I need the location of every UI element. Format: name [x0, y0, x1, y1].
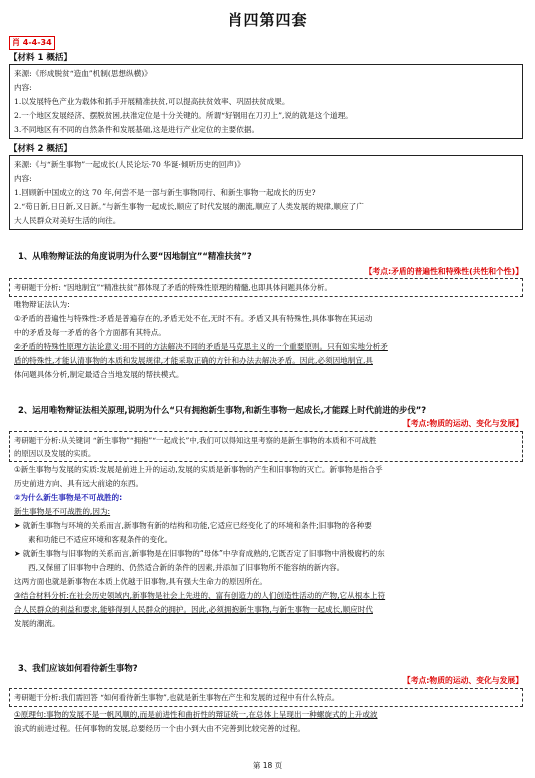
analysis-3 [9, 688, 523, 707]
page-title: 肖四第四套 [227, 11, 308, 29]
kaodian-2: 【考点:物质的运动、变化与发展】 [402, 419, 523, 428]
answer-line: 西,又保留了旧事物中合理的、仍然适合新的条件的因素,并添加了旧事物所不能容纳的新内容。 [28, 563, 345, 572]
answer-1 [14, 298, 522, 382]
answer-line: 这两方面也就是新事物在本质上优越于旧事物,具有强大生命力的原因所在。 [14, 577, 268, 586]
material1-box [9, 64, 523, 139]
answer-line: ➤ 就新生事物与环境的关系而言,新事物有新的结构和功能,它适应已经变化了的环境和条件;旧事物的各种要 [14, 521, 372, 530]
answer-line: 浪式的前进过程。任何事物的发展,总要经历一个由小到大由不完善到比较完善的过程。 [14, 724, 305, 733]
material2-box [9, 155, 523, 230]
analysis-line: 考研题干分析: “因地制宜”“精准扶贫”都体现了矛盾的特殊性原理的精髓,也即具体问题具体分析。 [14, 283, 332, 292]
answer-line: ③结合材料分析:在社会历史领域内,新事物是社会上先进的、富有创造力的人们创造性活动的产物,它从根本上符 [14, 591, 386, 600]
analysis-line: 考研题干分析:从关键词 “新生事物”“拥抱”“一起成长”中,我们可以得知这里考察的是新生事物的本质和不可战胜 [14, 436, 377, 445]
answer-line: 发展的潮流。 [14, 619, 60, 628]
material1-line: 2.一个地区发展经济、摆脱贫困,扶准定位是十分关键的。所谓“好钢用在刀刃上”,说的就是这个道理。 [14, 111, 353, 120]
material1-line: 1.以发展特色产业为载体和抓手开展精准扶贫,可以提高扶贫效率、巩固扶贫成果。 [14, 97, 290, 106]
answer-line: 盾的特殊性,才能认清事物的本质和发展规律,才能采取正确的方针和办法去解决矛盾。因此,必须因地制宜,具 [14, 356, 373, 365]
answer-line: 历史前进方向、具有远大前途的东西。 [14, 479, 144, 488]
answer-2 [14, 463, 522, 631]
analysis-1 [9, 278, 523, 297]
answer-line: ①矛盾的普遍性与特殊性:矛盾是普遍存在的,矛盾无处不在,无时不有。矛盾又具有特殊性,具体事物在其运动 [14, 314, 373, 323]
material1-line: 来源:《形成脱贫“造血”机制(思想纵横)》 [14, 69, 152, 78]
analysis-line: 的原因以及发展的实质。 [14, 449, 96, 458]
answer-line: ①新生事物与发展的实质:发展是前进上升的运动,发展的实质是新事物的产生和旧事物的灭亡。新事物是指合乎 [14, 465, 383, 474]
analysis-line: 考研题干分析:我们需回答 “如何看待新生事物”,也就是新生事物在产生和发展的过程中有什么特点。 [14, 693, 340, 702]
material2-line: 内容: [14, 174, 32, 183]
answer-line: ➤ 就新生事物与旧事物的关系而言,新事物是在旧事物的“母体”中孕育成熟的,它既否定了旧事物中消极腐朽的东 [14, 549, 385, 558]
kaodian-3: 【考点:物质的运动、变化与发展】 [402, 676, 523, 685]
answer-line: ②为什么新生事物是不可战胜的: [14, 493, 123, 502]
material2-line: 来源:《与“新生事物”一起成长(人民论坛·70 华诞·倾听历史的回声)》 [14, 160, 245, 169]
answer-line: 素和功能已不适应环境和客观条件的变化。 [28, 535, 173, 544]
material1-line: 内容: [14, 83, 32, 92]
material1-line: 3.不同地区有不同的自然条件和发展基础,这是进行产业定位的主要依据。 [14, 125, 260, 134]
answer-line: 新生事物是不可战胜的,因为: [14, 507, 111, 516]
material1-header: 【材料 1 概括】 [9, 53, 72, 63]
answer-line: ①原理句:事物的发展不是一帆风顺的,而是前进性和曲折性的辩证统一,在总体上呈现出一种螺旋式的上升或波 [14, 710, 378, 719]
material2-line: 2.“苟日新,日日新,又日新。”与新生事物一起成长,顺应了时代发展的潮流,顺应了人类发展的规律,顺应了广 [14, 202, 364, 211]
answer-3 [14, 708, 522, 736]
question-1: 1、从唯物辩证法的角度说明为什么要“因地制宜”“精准扶贫”? [18, 251, 252, 261]
question-tag: 肖 4-4-34 [9, 36, 55, 50]
answer-line: 中的矛盾及每一矛盾的各个方面都有其特点。 [14, 328, 166, 337]
page-number: 第 18 页 [252, 761, 283, 770]
question-2: 2、运用唯物辩证法相关原理,说明为什么“只有拥抱新生事物,和新生事物一起成长,才能踩上时代前进的步伐”? [18, 405, 427, 415]
answer-line: 合人民群众的利益和要求,能够得到人民群众的拥护。因此,必须拥抱新生事物,与新生事物一起成长,顺应时代 [14, 605, 373, 614]
question-3: 3、我们应该如何看待新生事物? [18, 663, 138, 673]
material2-header: 【材料 2 概括】 [9, 144, 72, 154]
answer-line: ②矛盾的特殊性原理方法论意义:用不同的方法解决不同的矛盾是马克思主义的一个重要原则。只有如实地分析矛 [14, 342, 388, 351]
material2-line: 1.回顾新中国成立的这 70 年,何尝不是一部与新生事物同行、和新生事物一起成长的历史? [14, 188, 316, 197]
analysis-2 [9, 431, 523, 462]
answer-line: 体问题具体分析,制定最适合当地发展的帮扶模式。 [14, 370, 184, 379]
kaodian-1: 【考点:矛盾的普遍性和特殊性(共性和个性)】 [364, 267, 523, 276]
material2-line: 大人民群众对美好生活的向往。 [14, 216, 121, 225]
answer-line: 唯物辩证法认为: [14, 300, 70, 309]
